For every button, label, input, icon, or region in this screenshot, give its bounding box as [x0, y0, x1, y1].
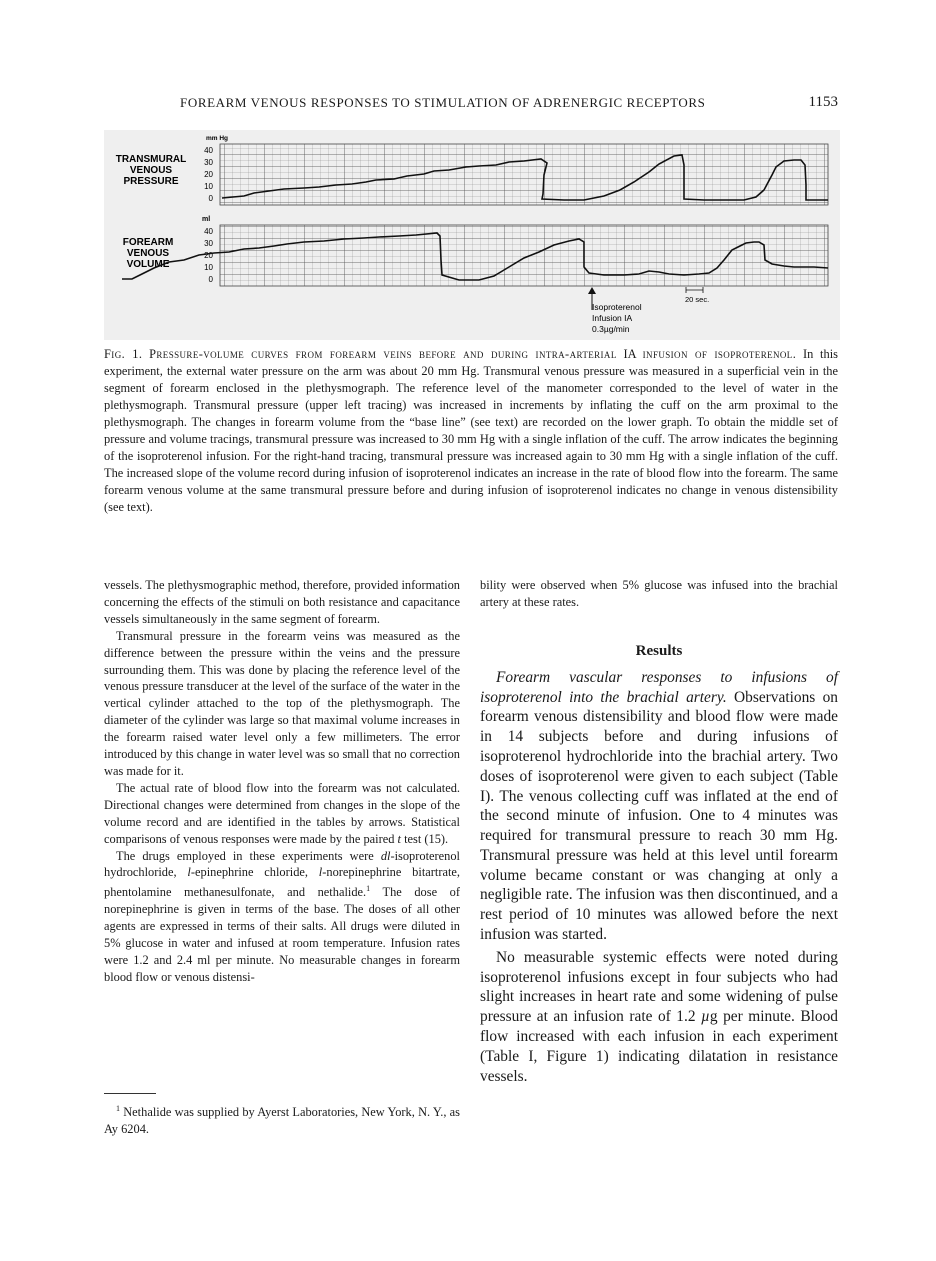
- right-paragraph-3-text: No measurable systemic effects were noted during isoproterenol infusions except in four subjects who had slight increases in heart rate and some widening of pulse pressure at an infusion rate of 1.2: [480, 948, 838, 1026]
- pressure-label-line-2: VENOUS: [129, 165, 173, 176]
- drugs-text-c: -epinephrine chloride,: [190, 865, 308, 880]
- subsection-heading: Forearm vascular responses to infusions of isoproterenol into the brachial artery.: [480, 668, 838, 706]
- pressure-label-line-1: TRANSMURAL: [115, 154, 187, 165]
- left-paragraph-3-text: The actual rate of blood flow into the forearm was not calculated. Directional changes were determined from changes in the slope of the volume record and are identified in the tables by arrows. Statistical comparisons of venous responses were made by the paired: [104, 780, 460, 846]
- pressure-tick-40: 40: [204, 146, 213, 155]
- drugs-text-a: The drugs employed in these experiments were: [116, 848, 374, 863]
- left-column: [104, 577, 460, 986]
- time-scale-label: 20 sec.: [685, 295, 710, 304]
- pressure-tick-10: 10: [204, 182, 213, 191]
- arrow-label-line-2: Infusion IA: [592, 313, 633, 323]
- pressure-label-line-3: PRESSURE: [123, 176, 179, 187]
- footnote: [104, 1101, 460, 1138]
- right-paragraph-3-end: g per minute. Blood flow increased with each infusion in each experiment (Table I, Figure 1) indicating dilatation in resistance vessels.: [480, 1008, 838, 1085]
- caption-fig-label: Fig. 1.: [104, 347, 143, 361]
- caption-body: In this experiment, the external water pressure on the arm was about 20 mm Hg. Transmural venous pressure was measured in a superficial vein in the segment of forearm enclosed in the plethysmograph. The reference level of the manometer corresponded to the level of water in the plethysmograph. Transmural pressure (upper left tracing) was increased in increments by inflating the cuff on the arm proximal to the plethysmograph. The changes in forearm volume from the “base line” (see text) are recorded on the lower graph. To obtain the middle set of pressure and volume tracings, transmural pressure was increased to 30 mm Hg with a single inflation of the cuff. The arrow indicates the beginning of the isoproterenol infusion. For the right-hand tracing, transmural pressure was increased again to 30 mm Hg with a single inflation of the cuff. The increased slope of the volume record during infusion of isoproterenol indicates an increase in the rate of blood flow into the forearm. The same forearm venous volume at the same transmural pressure before and during infusion of isoproterenol indicates no change in venous distensibility (see text).: [104, 347, 838, 514]
- pressure-tick-20: 20: [204, 170, 213, 179]
- figure-1: [104, 130, 840, 340]
- arrow-label-line-3: 0.3µg/min: [592, 324, 630, 334]
- drugs-text-b: -isoproterenol hydrochloride,: [104, 848, 460, 880]
- volume-unit: ml: [202, 216, 211, 223]
- right-paragraph-3: [480, 948, 838, 1087]
- caption-heading-ia: IA: [623, 347, 636, 361]
- volume-label-line-3: VOLUME: [126, 259, 170, 270]
- pressure-tick-0: 0: [208, 194, 213, 203]
- left-paragraph-4: [104, 848, 460, 986]
- volume-tick-10: 10: [204, 263, 213, 272]
- drugs-text-d: -norepinephrine bitartrate, phentolamine methanesulfonate, and nethalide.: [104, 865, 460, 900]
- left-paragraph-3: [104, 780, 460, 848]
- mu-symbol: µ: [701, 1008, 710, 1026]
- volume-label-line-2: VENOUS: [126, 248, 170, 259]
- running-head: [104, 94, 838, 114]
- footnote-ref: 1: [366, 884, 371, 894]
- volume-label-line-1: FOREARM: [122, 237, 174, 248]
- results-heading: Results: [635, 642, 683, 659]
- drug-prefix-l2: l: [318, 865, 323, 880]
- caption-heading-part-2: infusion of isoproterenol.: [642, 347, 797, 361]
- left-paragraph-3-end: test (15).: [404, 831, 449, 846]
- right-paragraph-2-text: Observations on forearm venous distensibility and blood flow were made in 14 subjects before and during infusions of isoproterenol hydrochloride into the brachial artery. Two doses of isoproterenol were given to each subject (Table I). The venous collecting cuff was inflated at the end of the second minute of infusion. One to 4 minutes was required for transmural pressure to reach 30 mm Hg. Transmural pressure was held at this level until forearm volume became constant or was changing at only a negligible rate. The infusion was then discontinued, and a rest period of 10 minutes was allowed before the next infusion was started.: [480, 688, 838, 944]
- pressure-unit: mm Hg: [206, 135, 229, 142]
- volume-tick-40: 40: [204, 227, 213, 236]
- drug-prefix-l1: l: [187, 865, 191, 880]
- caption-heading-part-1: Pressure-volume curves from forearm veins before and during intra-arterial: [149, 347, 617, 361]
- drug-prefix-dl: dl: [380, 848, 391, 863]
- volume-tick-20: 20: [204, 251, 213, 260]
- footnote-rule: [104, 1093, 156, 1094]
- left-paragraph-1: vessels. The plethysmographic method, therefore, provided information concerning the effects of the stimuli on both resistance and capacitance vessels simultaneously in the same segment of forearm.: [104, 578, 460, 626]
- drugs-text-e: The dose of norepinephrine is given in terms of the base. The doses of all other agents are expressed in terms of their salts. All drugs were diluted in 5% glucose in water and infused at room temperature. Infusion rates were 1.2 and 2.4 ml per minute. No measurable changes in forearm blood flow or venous distensi-: [104, 885, 460, 984]
- pressure-tick-30: 30: [204, 158, 213, 167]
- infusion-arrowhead: [588, 287, 596, 294]
- right-paragraph-1: bility were observed when 5% glucose was infused into the brachial artery at these rates.: [480, 578, 838, 609]
- page-number: 1153: [808, 94, 838, 110]
- footnote-text: Nethalide was supplied by Ayerst Laboratories, New York, N. Y., as Ay 6204.: [104, 1105, 460, 1137]
- figure-caption: [104, 346, 838, 516]
- volume-tick-0: 0: [208, 275, 213, 284]
- t-test-symbol: t: [397, 831, 401, 846]
- arrow-label-line-1: Isoproterenol: [592, 302, 642, 312]
- volume-tick-30: 30: [204, 239, 213, 248]
- running-head-title: FOREARM VENOUS RESPONSES TO STIMULATION OF ADRENERGIC RECEPTORS: [180, 95, 706, 110]
- right-column: [480, 577, 838, 1086]
- right-paragraph-2: [480, 668, 838, 945]
- left-paragraph-2: Transmural pressure in the forearm veins was measured as the difference between the pressure within the veins and the pressure surrounding them. This was done by placing the reference level of the venous pressure transducer at the level of the surface of the water in the vertical cylinder attached to the top of the plethysmograph. The diameter of the cylinder was large so that maximal volume increases in the forearm raised water level only a few millimeters. The error introduced by this change in water level was so small that no correction was made for it.: [104, 628, 460, 778]
- figure-1-tracings: [104, 130, 840, 340]
- footnote-mark: 1: [116, 1104, 120, 1113]
